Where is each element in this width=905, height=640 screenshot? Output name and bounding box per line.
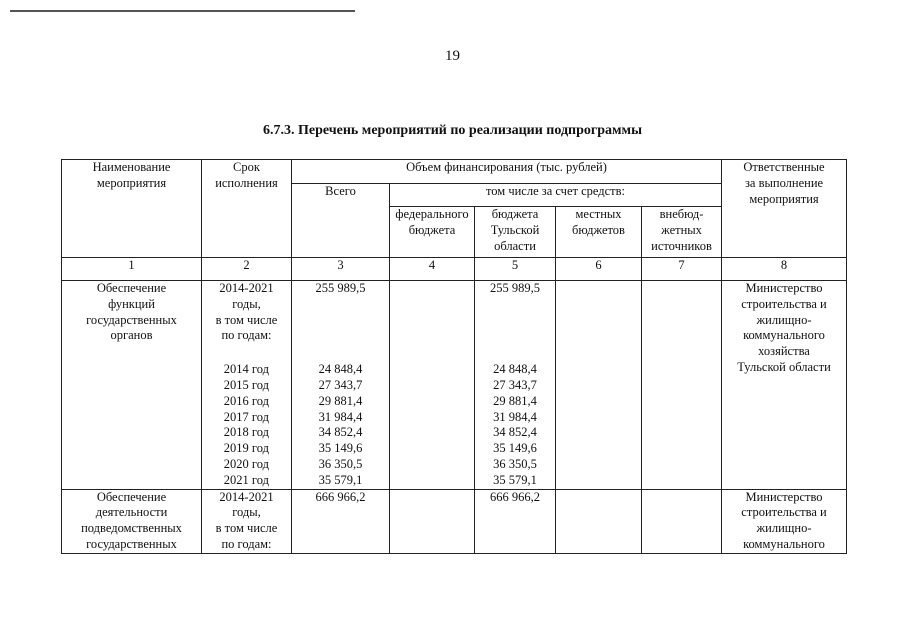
column-number: 5 (475, 258, 556, 281)
column-number: 8 (722, 258, 847, 281)
header-financing: Объем финансирования (тыс. рублей) (292, 160, 722, 184)
measure-total: 666 966,2 (292, 489, 390, 553)
header-term: Срок исполнения (202, 160, 292, 258)
header-federal: федерального бюджета (390, 207, 475, 258)
header-regional: бюджета Тульской области (475, 207, 556, 258)
measure-local (556, 281, 642, 490)
year-regional: 24 848,4 27 343,7 29 881,4 31 984,4 34 852,4 35 149,6 36 350,5 35 579,1 (493, 362, 537, 487)
column-number: 6 (556, 258, 642, 281)
measure-name: Обеспечение деятельности подведомственных государственных (62, 489, 202, 553)
table-row (62, 281, 847, 490)
measure-term: 2014-2021 годы, в том числе по годам: 2014 год 2015 год 2016 год 2017 год 2018 год 2019 год 2020 год 2021 год (202, 281, 292, 490)
column-number: 2 (202, 258, 292, 281)
measure-term: 2014-2021 годы, в том числе по годам: (202, 489, 292, 553)
measure-responsible: Министерство строительства и жилищно- коммунального хозяйства Тульской области (722, 281, 847, 490)
section-title: 6.7.3. Перечень мероприятий по реализации подпрограммы (262, 123, 643, 138)
header-row-1 (62, 160, 847, 184)
column-number: 4 (390, 258, 475, 281)
table-row (62, 489, 847, 553)
measure-extra (642, 489, 722, 553)
measure-local (556, 489, 642, 553)
header-responsible: Ответственные за выполнение мероприятия (722, 160, 847, 258)
top-rule (10, 10, 355, 12)
measure-responsible: Министерство строительства и жилищно- коммунального (722, 489, 847, 553)
year-list: 2014 год 2015 год 2016 год 2017 год 2018 год 2019 год 2020 год 2021 год (223, 362, 269, 487)
measure-name: Обеспечение функций государственных органов (62, 281, 202, 490)
column-number: 7 (642, 258, 722, 281)
measure-extra (642, 281, 722, 490)
measures-table (61, 159, 847, 554)
measure-regional: 666 966,2 (475, 489, 556, 553)
measure-federal (390, 281, 475, 490)
header-extra: внебюд- жетных источников (642, 207, 722, 258)
column-number: 1 (62, 258, 202, 281)
column-number: 3 (292, 258, 390, 281)
header-local: местных бюджетов (556, 207, 642, 258)
measure-regional: 255 989,5 24 848,4 27 343,7 29 881,4 31 984,4 34 852,4 35 149,6 36 350,5 35 579,1 (475, 281, 556, 490)
measure-total: 255 989,5 24 848,4 27 343,7 29 881,4 31 984,4 34 852,4 35 149,6 36 350,5 35 579,1 (292, 281, 390, 490)
measure-federal (390, 489, 475, 553)
header-name: Наименование мероприятия (62, 160, 202, 258)
year-totals: 24 848,4 27 343,7 29 881,4 31 984,4 34 852,4 35 149,6 36 350,5 35 579,1 (318, 362, 363, 487)
column-numbers-row (62, 258, 847, 281)
page-number: 19 (445, 48, 460, 64)
header-including: том числе за счет средств: (390, 184, 722, 207)
header-total: Всего (292, 184, 390, 258)
